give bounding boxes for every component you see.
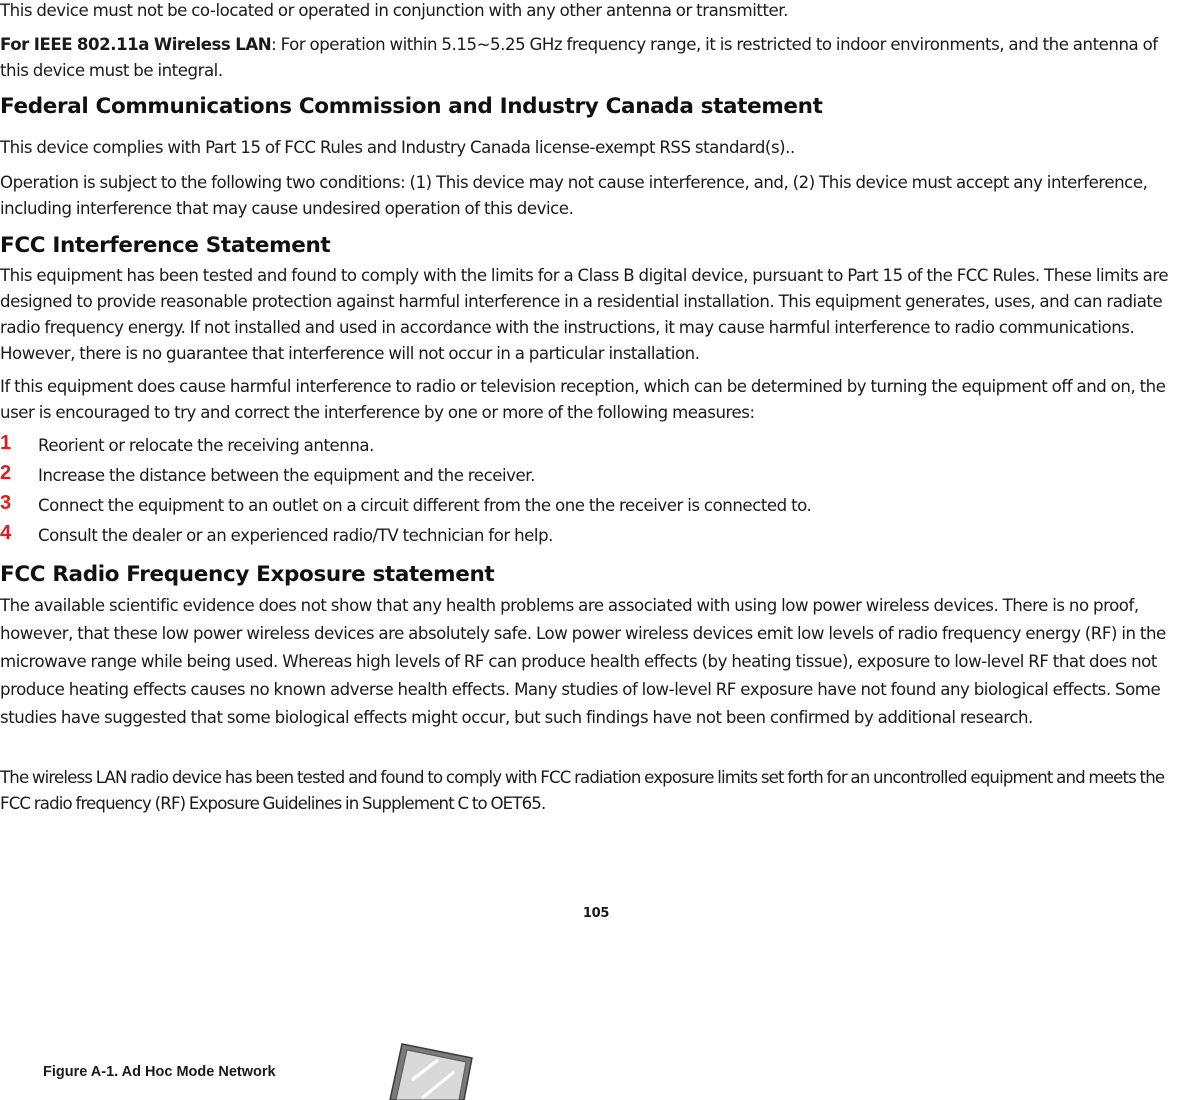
list-item-number: 1 <box>0 432 12 454</box>
list-item-text: Increase the distance between the equipment and the receiver. <box>38 466 535 485</box>
heading-fcc-industry-canada: Federal Communications Commission and Industry Canada statement <box>0 94 823 119</box>
list-item <box>0 463 1192 493</box>
list-item-number: 2 <box>0 462 12 484</box>
ieee-text: : For operation within 5.15~5.25 GHz frequency range, it is restricted to indoor environments, and the antenna of this device must be integral. <box>0 35 1158 80</box>
ieee-label: For IEEE 802.11a Wireless LAN <box>0 35 272 54</box>
list-item <box>0 493 1192 523</box>
list-item <box>0 523 1192 553</box>
list-item-number: 3 <box>0 492 12 514</box>
ieee-paragraph <box>0 32 1160 84</box>
if-equipment-paragraph: If this equipment does cause harmful interference to radio or television reception, which can be determined by turning the equipment off and on, the user is encouraged to try and correct the interference by one or more of the following measures: <box>0 377 1166 422</box>
heading-rf-exposure: FCC Radio Frequency Exposure statement <box>0 562 495 587</box>
complies-paragraph: This device complies with Part 15 of FCC Rules and Industry Canada license-exempt RSS standard(s).. <box>0 138 795 157</box>
laptop-icon <box>386 1040 478 1100</box>
scientific-evidence-paragraph: The available scientific evidence does not show that any health problems are associated with using low power wireless devices. There is no proof, however, that these low power wireless devices are absolutely safe. Low power wireless devices emit low levels of radio frequency energy (RF) in the microwave range while being used. Whereas high levels of RF can produce health effects (by heating tissue), exposure to low-level RF that does not produce heating effects causes no known adverse health effects. Many studies of low-level RF exposure have not found any biological effects. Some studies have suggested that some biological effects might occur, but such findings have not been confirmed by additional research. <box>0 596 1166 727</box>
operation-paragraph: Operation is subject to the following two conditions: (1) This device may not cause interference, and, (2) This device must accept any interference, including interference that may cause undesired operation of this device. <box>0 173 1148 218</box>
equipment-tested-paragraph: This equipment has been tested and found to comply with the limits for a Class B digital device, pursuant to Part 15 of the FCC Rules. These limits are designed to provide reasonable protection against harmful interference in a residential installation. This equipment generates, uses, and can radiate radio frequency energy. If not installed and used in accordance with the instructions, it may cause harmful interference to radio communications. However, there is no guarantee that interference will not occur in a particular installation. <box>0 266 1169 363</box>
colocation-paragraph: This device must not be co-located or operated in conjunction with any other antenna or transmitter. <box>0 1 788 20</box>
list-item-number: 4 <box>0 522 12 544</box>
heading-fcc-interference: FCC Interference Statement <box>0 233 331 258</box>
figure-caption: Figure A-1. Ad Hoc Mode Network <box>43 1064 276 1080</box>
list-item <box>0 433 1192 463</box>
list-item-text: Connect the equipment to an outlet on a circuit different from the one the receiver is connected to. <box>38 496 812 515</box>
list-item-text: Consult the dealer or an experienced radio/TV technician for help. <box>38 526 553 545</box>
measures-list <box>0 433 1192 553</box>
page-number: 105 <box>582 906 610 921</box>
wlan-device-paragraph: The wireless LAN radio device has been tested and found to comply with FCC radiation exposure limits set forth for an uncontrolled equipment and meets the FCC radio frequency (RF) Exposure Guidelines in Supplement C to OET65. <box>0 768 1165 813</box>
list-item-text: Reorient or relocate the receiving antenna. <box>38 436 374 455</box>
